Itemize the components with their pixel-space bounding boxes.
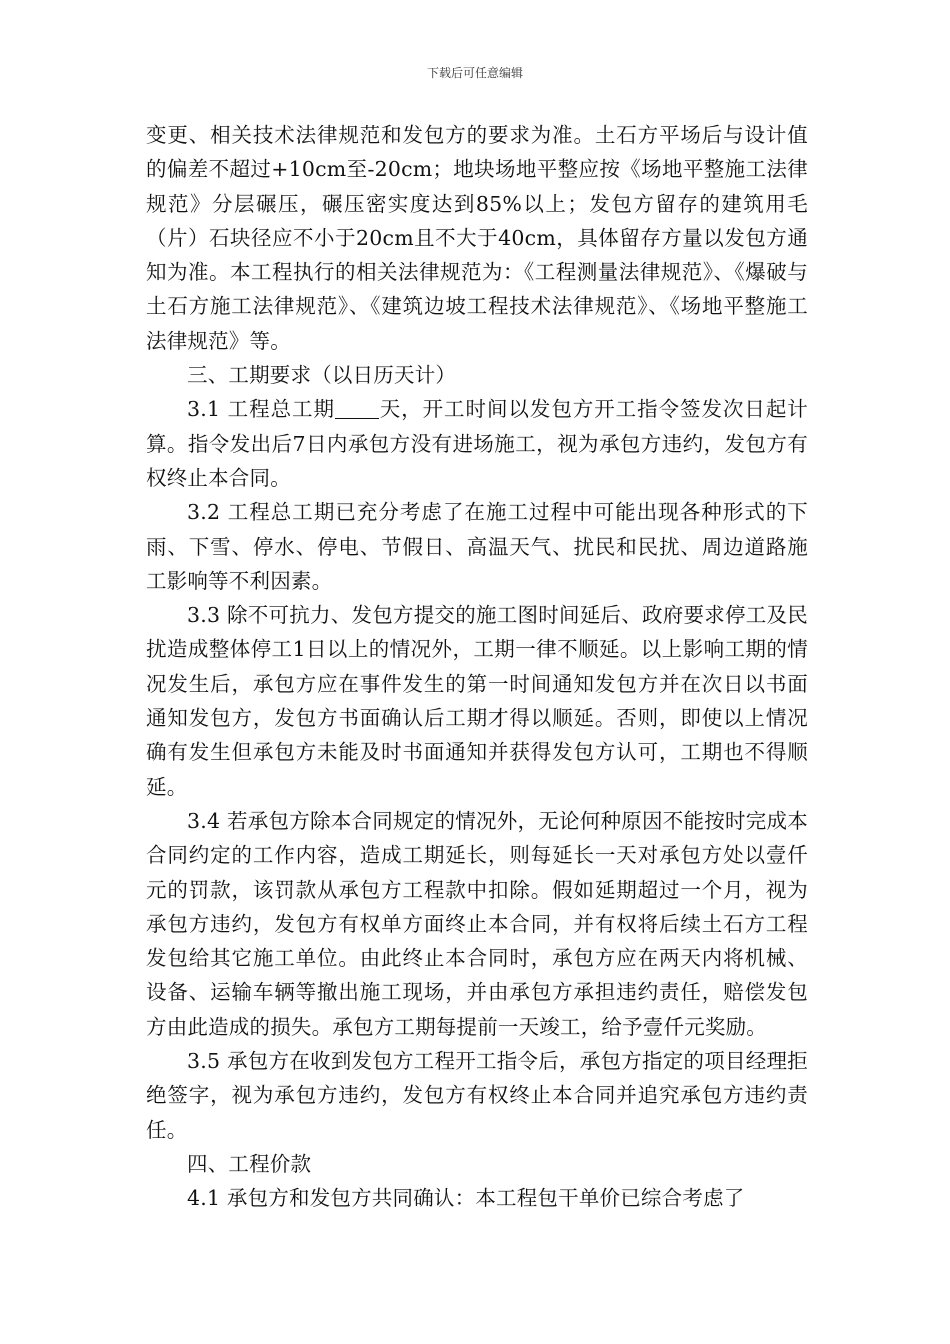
clause-3-4: 3.4 若承包方除本合同规定的情况外，无论何种原因不能按时完成本合同约定的工作内容，造成工期延长，则每延长一天对承包方处以壹仟元的罚款，该罚款从承包方工程款中扣除。假如延期超过一个月，视为承包方违约，发包方有权单方面终止本合同，并有权将后续土石方工程发包给其它施工单位。由此终止本合同时，承包方应在两天内将机械、设备、运输车辆等撤出施工现场，并由承包方承担违约责任，赔偿发包方由此造成的损失。承包方工期每提前一天竣工，给予壹仟元奖励。 [146, 808, 808, 1039]
blank-underline [335, 398, 379, 420]
document-body [146, 118, 808, 1216]
page-header: 下载后可任意编辑 [426, 66, 523, 80]
clause-3-5: 3.5 承包方在收到发包方工程开工指令后，承包方指定的项目经理拒绝签字，视为承包方违约，发包方有权终止本合同并追究承包方违约责任。 [146, 1049, 808, 1142]
clause-3-1 [146, 392, 808, 495]
section-heading-4: 四、工程价款 [187, 1151, 312, 1176]
paragraph-continuation: 变更、相关技术法律规范和发包方的要求为准。土石方平场后与设计值的偏差不超过+10cm至-20cm；地块场地平整应按《场地平整施工法律规范》分层碾压，碾压密实度达到85%以上；发包方留存的建筑用毛（片）石块径应不小于20cm且不大于40cm，具体留存方量以发包方通知为准。本工程执行的相关法律规范为：《工程测量法律规范》、《爆破与土石方施工法律规范》、《建筑边坡工程技术法律规范》、《场地平整施工法律规范》等。 [146, 123, 808, 353]
section-heading-3: 三、工期要求（以日历天计） [187, 363, 457, 388]
clause-3-2: 3.2 工程总工期已充分考虑了在施工过程中可能出现各种形式的下雨、下雪、停水、停电、节假日、高温天气、扰民和民扰、周边道路施工影响等不利因素。 [146, 500, 808, 593]
clause-3-3: 3.3 除不可抗力、发包方提交的施工图时间延后、政府要求停工及民扰造成整体停工1日以上的情况外，工期一律不顺延。以上影响工期的情况发生后，承包方应在事件发生的第一时间通知发包方并在次日以书面通知发包方，发包方书面确认后工期才得以顺延。否则，即使以上情况确有发生但承包方未能及时书面通知并获得发包方认可，工期也不得顺延。 [146, 603, 808, 799]
clause-3-1-rest: 天，开工时间以发包方开工指令签发次日起计算。指令发出后7日内承包方没有进场施工，视为承包方违约，发包方有权终止本合同。 [146, 397, 808, 490]
clause-3-1-start: 3.1 工程总工期 [187, 397, 335, 422]
clause-4-1: 4.1 承包方和发包方共同确认：本工程包干单价已综合考虑了 [187, 1186, 745, 1211]
